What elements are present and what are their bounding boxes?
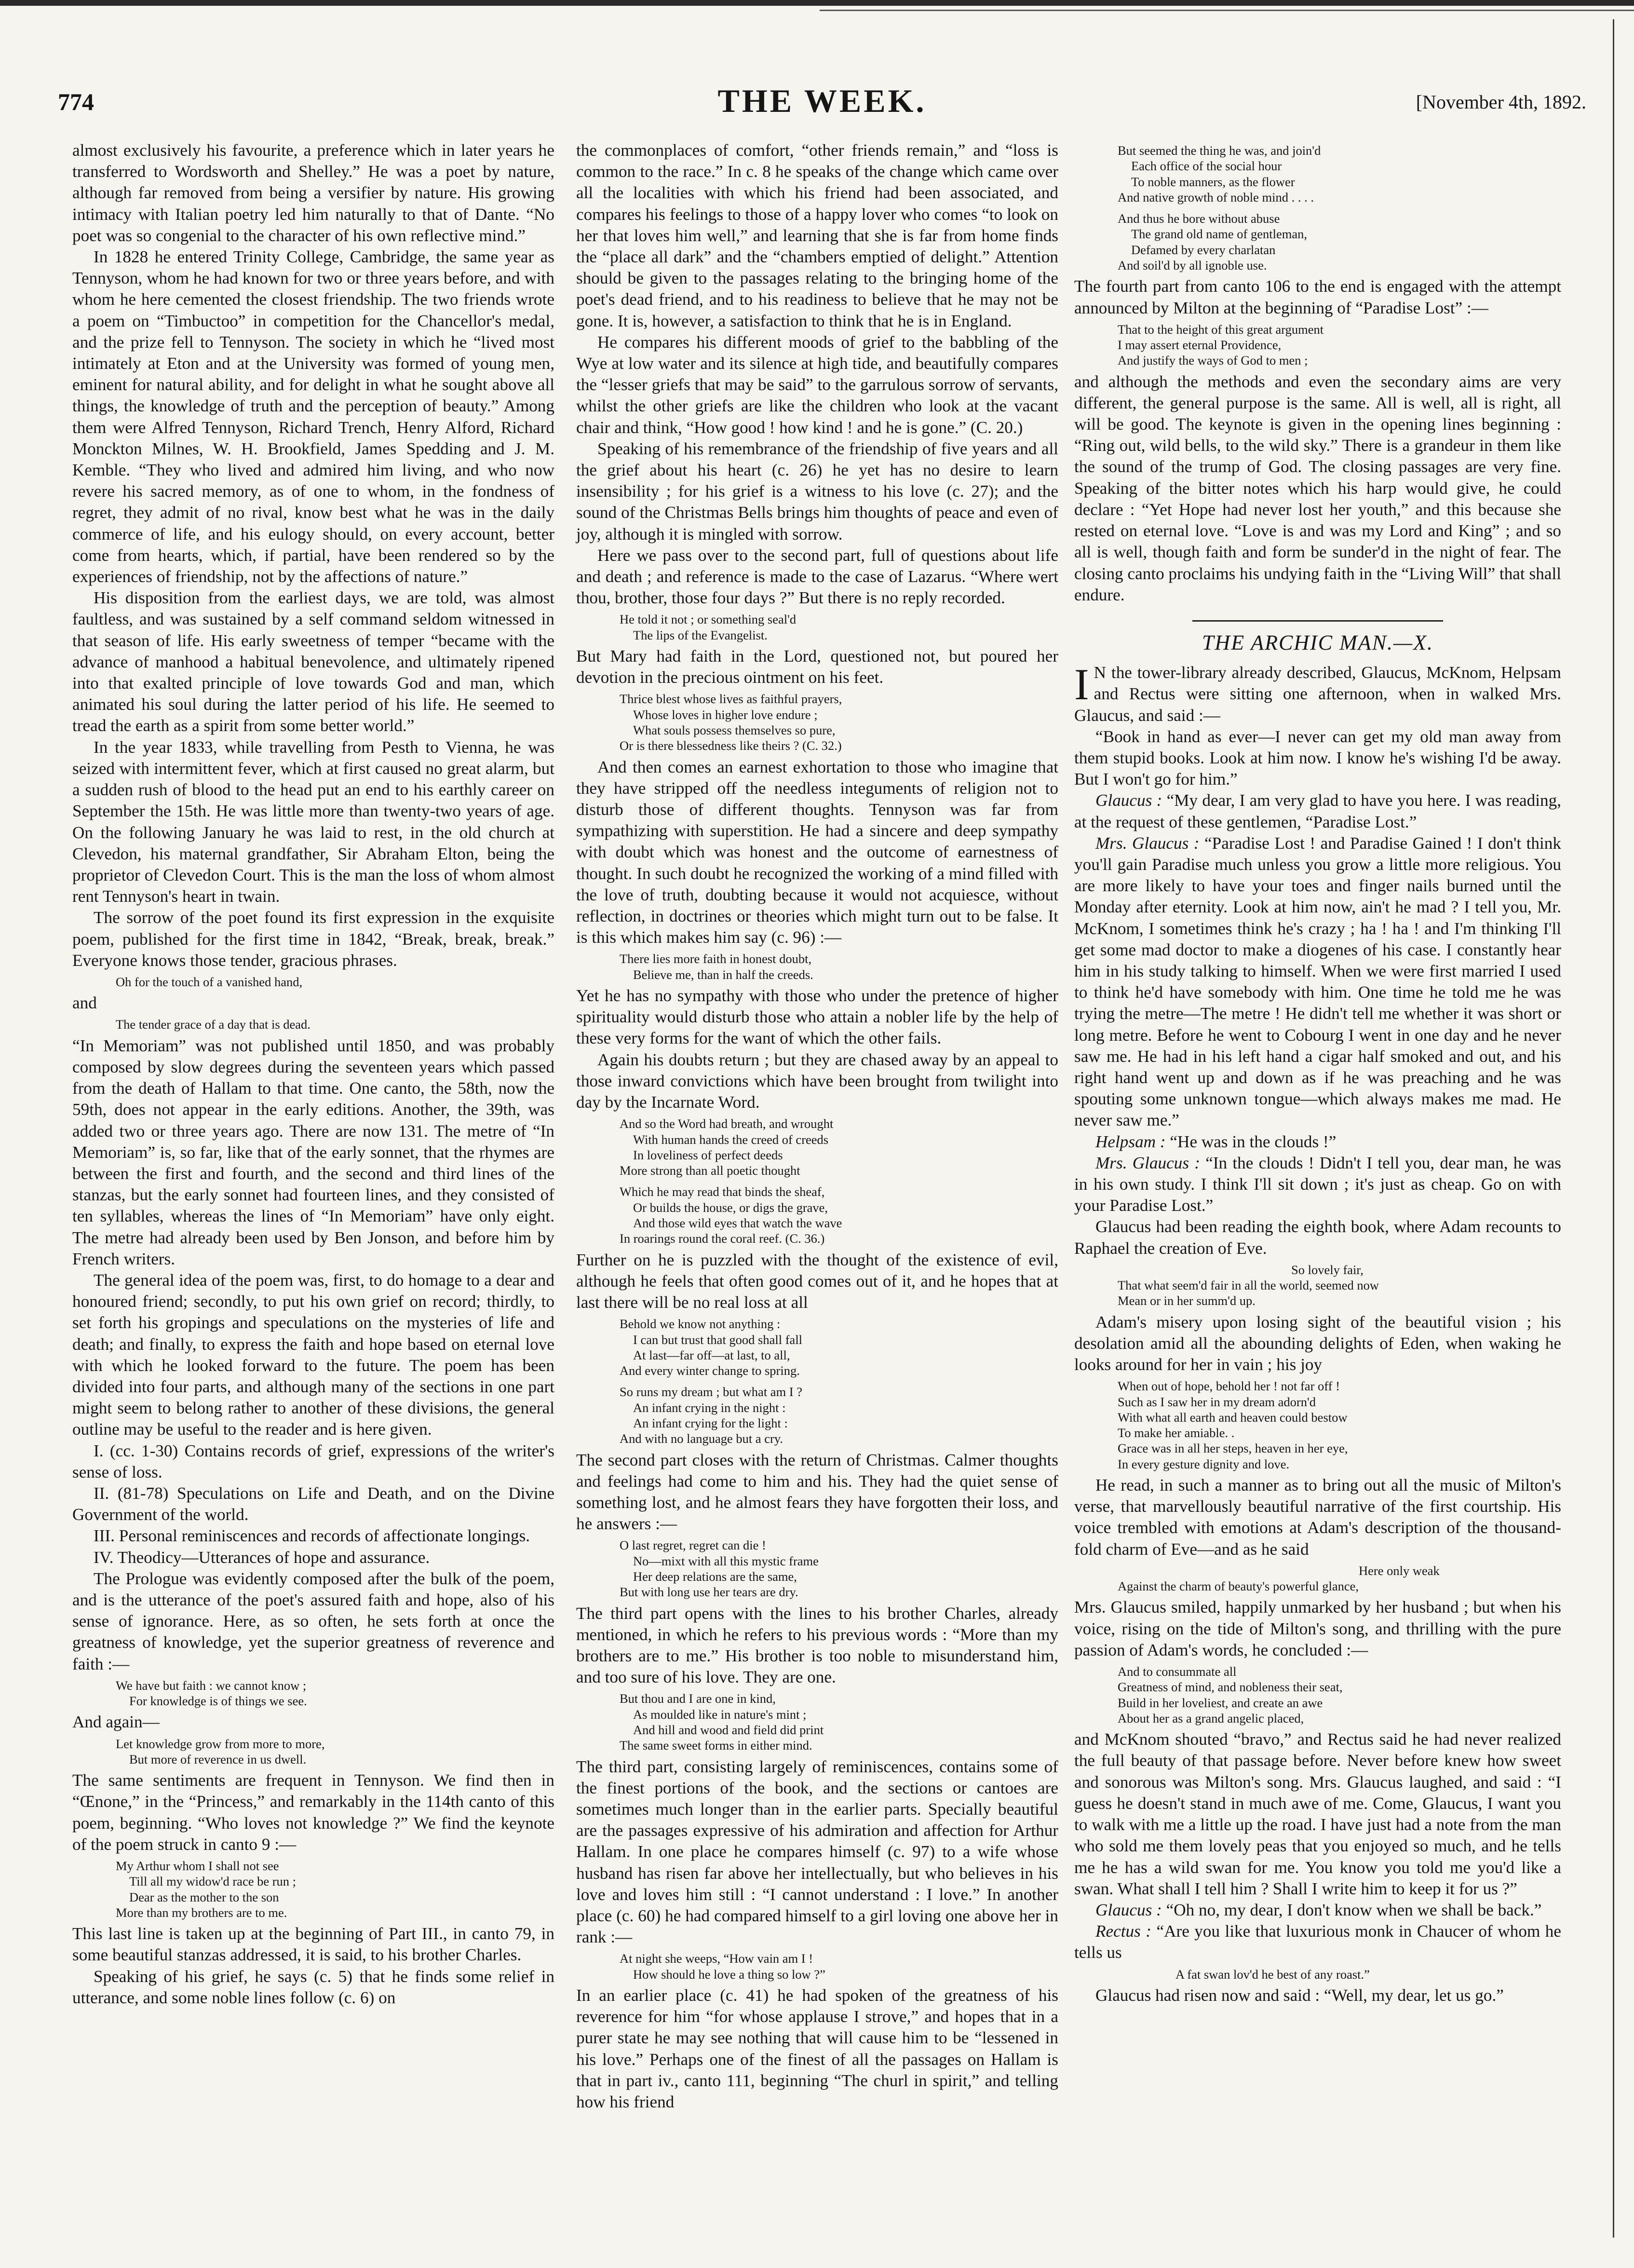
paragraph: The third part opens with the lines to his brother Charles, already mentioned, in which he refers to his previous words : “More than my brothers are to me.” His brother is too noble to misunderstand him, and too sure of his love. They are one. (576, 1603, 1058, 1687)
masthead (58, 82, 1586, 125)
paragraph: His disposition from the earliest days, we are told, was almost faultless, and was sustained by a self command seldom witnessed in that season of life. His early sweetness of temper “became with the advance of manhood a habitual benevolence, and ultimately ripened into that exalted principle of love towards God and man, which animated his soul during the latter period of his life. He seemed to tread the earth as a spirit from some better world.” (72, 588, 554, 735)
verse-line: What souls possess themselves so pure, (633, 723, 836, 738)
paragraph: The Prologue was evidently composed after the bulk of the poem, and is the utterance of the poet's assured faith and hope, also of his sense of ignorance. Here, as so often, he sets forth at once the greatness of knowledge, yet the superior greatness of reverence and faith :— (72, 1569, 554, 1673)
verse-line: Grace was in all her steps, heaven in her eye, (1118, 1441, 1348, 1456)
paragraph: He compares his different moods of grief to the babbling of the Wye at low water and its silence at high tide, and beautifully compares the “lesser griefs that may be said” to the garrulous sorrow of servants, whilst the other griefs are like the children who look at the vacant chair and think, “How good ! how kind ! and he is gone.” (C. 20.) (576, 332, 1058, 437)
paragraph: And again— (72, 1712, 160, 1732)
top-rule (0, 0, 1634, 6)
verse-line: Her deep relations are the same, (633, 1569, 797, 1584)
paragraph: “Book in hand as ever—I never can get my old man away from them stupid books. Look at him now. I know he's wishing I'd be away. But I won't go for him.” (1074, 727, 1561, 789)
verse-line: That to the height of this great argument (1118, 322, 1324, 337)
paragraph: Yet he has no sympathy with those who under the pretence of higher spirituality would disturb those who attain a nobler life by the help of these very forms for the want of which the other fails. (576, 986, 1058, 1048)
paragraph: Further on he is puzzled with the thought of the existence of evil, although he feels that often good comes out of it, and he hopes that at last there will be no real loss at all (576, 1250, 1058, 1312)
verse-line: Each office of the social hour (1131, 159, 1282, 174)
verse-line: With human hands the creed of creeds (633, 1132, 829, 1147)
verse-line: An infant crying in the night : (633, 1400, 786, 1415)
verse-line: And soil'd by all ignoble use. (1118, 258, 1267, 273)
verse-line: The same sweet forms in either mind. (620, 1738, 812, 1753)
speaker-label: Helpsam : (1095, 1132, 1166, 1151)
drop-cap: I (1074, 660, 1089, 709)
verse-quote (1118, 1664, 1561, 1726)
verse-quote (116, 1017, 554, 1032)
paragraph: Adam's misery upon losing sight of the beautiful vision ; his desolation amid all the abounding delights of Eden, when waking he looks around for her in vain ; his joy (1074, 1312, 1561, 1374)
paragraph (1074, 1131, 1561, 1153)
verse-line: Defamed by every charlatan (1131, 242, 1276, 257)
verse-line: An infant crying for the light : (633, 1416, 788, 1431)
verse-line: I may assert eternal Providence, (1118, 338, 1282, 353)
paragraph-text: “Paradise Lost ! and Paradise Gained ! I don't think you'll gain Paradise much unless you grow a little more religious. You are more likely to have your toes and finger nails burned until the Monday after eternity. Look at him now, ain't he mad ? I tell you, Mr. McKnom, I sometimes think he's crazy ; ha ! ha ! and I'm thinking I'll get some mad doctor to make a diogenes of his case. I constantly hear him in his study talking to himself. When we were first married I used to think he'd have somebody with him. One time he told me he was trying the metre—The metre ! He didn't tell me whether it was short or long metre. Before he went to Cobourg I went in one day and he never saw me. He had in his left hand a cigar half smoked and out, and his right hand went up and down as if he was preaching and he was spouting some unknown tongue—which always makes me mad. He never saw me.” (1074, 833, 1561, 1130)
verse-line: Or is there blessedness like theirs ? (C. 32.) (620, 738, 842, 753)
paragraph (1074, 1153, 1561, 1217)
verse-line: When out of hope, behold her ! not far off ! (1118, 1379, 1340, 1394)
paragraph: and McKnom shouted “bravo,” and Rectus said he had never realized the full beauty of that passage before. Never before knew how sweet and sonorous was Milton's song. Mrs. Glaucus laughed, and said : “I guess he doesn't stand in much awe of me. Come, Glaucus, I want you to walk with me a little up the road. I have just had a note from the man who sold me them lovely peas that you enjoyed so much, and he tells me he has a wild swan for me. You know you told me you'd like a swan. What shall I tell him ? Shall I write him to keep it for us ?” (1074, 1730, 1561, 1898)
paragraph: the commonplaces of comfort, “other friends remain,” and “loss is common to the race.” In c. 8 he speaks of the change which came over all the localities with which his friend had been associated, and compares his feelings to those of a happy lover who comes “to look on her that loves him well,” and learning that she is far from home finds the “place all dark” and the “chambers emptied of delight.” Attention should be given to the passages relating to the bringing home of the poet's dead friend, and to his readiness to believe that he may not be gone. It is, however, a satisfaction to think that he is in England. (576, 141, 1058, 330)
verse-line: In every gesture dignity and love. (1118, 1456, 1290, 1471)
verse-line: And justify the ways of God to men ; (1118, 353, 1308, 368)
page-number: 774 (58, 88, 94, 115)
verse-line: To make her amiable. . (1118, 1426, 1235, 1440)
verse-line: No—mixt with all this mystic frame (633, 1553, 819, 1568)
speaker-label: Glaucus : (1095, 1900, 1162, 1919)
verse-line: And with no language but a cry. (620, 1431, 783, 1446)
paragraph: and (72, 993, 97, 1013)
verse-quote (116, 1678, 554, 1709)
verse-line: About her as a grand angelic placed, (1118, 1711, 1304, 1725)
paragraph: In 1828 he entered Trinity College, Cambridge, the same year as Tennyson, whom he had known for two or three years before, and with whom he here cemented the closest friendship. The two friends wrote a poem on “Timbuctoo” in competition for the Chancellor's medal, and the prize fell to Tennyson. The society in which he “lived most intimately at Eton and at the University was formed of young men, eminent for natural ability, and for delight in what he sought above all things, the knowledge of truth and the perception of beauty.” Among them were Alfred Tennyson, Richard Trench, Henry Alford, Richard Monckton Milnes, W. H. Brookfield, James Spedding and J. M. Kemble. “They who lived and admired him living, and who now revere his sacred memory, as of one to whom, in the fondness of regret, they admit of no rival, know best what he was in the daily commerce of life, and his eulogy should, on every account, better come from hearts, which, if partial, have been rendered so by the experiences of friendship, not by the affections of nature.” (72, 247, 554, 586)
verse-quote (1118, 1262, 1561, 1309)
verse-line: In loveliness of perfect deeds (633, 1147, 783, 1162)
verse-line: Oh for the touch of a vanished hand, (116, 974, 303, 989)
verse-quote (1118, 322, 1561, 368)
verse-line: We have but faith : we cannot know ; (116, 1678, 307, 1693)
verse-quote (620, 611, 1058, 643)
section-divider (1192, 620, 1443, 622)
verse-line: Here only weak (1359, 1563, 1440, 1578)
paragraph (1074, 662, 1561, 726)
verse-line: Believe me, than in half the creeds. (633, 967, 813, 982)
verse-line: Which he may read that binds the sheaf, (620, 1184, 825, 1199)
verse-line: And to consummate all (1118, 1664, 1237, 1679)
verse-quote (620, 1537, 1058, 1600)
verse-line: As moulded like in nature's mint ; (633, 1707, 807, 1722)
paragraph: The fourth part from canto 106 to the end is engaged with the attempt announced by Milton at the beginning of “Paradise Lost” :— (1074, 277, 1561, 317)
verse-line: But more of reverence in us dwell. (129, 1752, 307, 1766)
verse-quote (116, 1736, 554, 1767)
paragraph: The third part, consisting largely of reminiscences, contains some of the finest portions of the book, and the sections or cantoes are sometimes much longer than in the earlier parts. Specially beautiful are the passages expressive of his admiration and affection for Arthur Hallam. In one place he compares himself (c. 97) to a wife whose husband has risen far above her intellectually, but who believes in his love and loves him still : “I cannot understand : I love.” In another place (c. 60) he had compared himself to a girl loving one above her in rank :— (576, 1757, 1058, 1947)
paragraph: This last line is taken up at the beginning of Part III., in canto 79, in some beautiful stanzas addressed, it is said, to his brother Charles. (72, 1924, 554, 1965)
verse-line: Thrice blest whose lives as faithful prayers, (620, 692, 842, 706)
paragraph: Again his doubts return ; but they are chased away by an appeal to those inward convictions which have been brought from twilight into day by the Incarnate Word. (576, 1050, 1058, 1112)
paragraph (1074, 790, 1561, 832)
verse-line: He told it not ; or something seal'd (620, 612, 797, 627)
outline-item: II. (81-78) Speculations on Life and Death, and on the Divine Government of the world. (72, 1483, 554, 1524)
verse-line: Or builds the house, or digs the grave, (633, 1200, 828, 1215)
verse-line: So lovely fair, (1291, 1262, 1364, 1277)
paragraph: The sorrow of the poet found its first expression in the exquisite poem, published for the first time in 1842, “Break, break, break.” Everyone knows those tender, gracious phrases. (72, 908, 554, 970)
verse-quote (620, 1116, 1058, 1246)
speaker-label: Glaucus : (1095, 791, 1162, 810)
paragraph-text: “My dear, I am very glad to have you here. I was reading, at the request of these gentlemen, “Paradise Lost.” (1074, 791, 1561, 831)
speaker-label: Rectus : (1095, 1922, 1151, 1941)
paragraph (1074, 833, 1561, 1131)
verse-line: My Arthur whom I shall not see (116, 1859, 279, 1874)
column-2 (576, 140, 1058, 2113)
verse-line: The tender grace of a day that is dead. (116, 1017, 311, 1032)
paragraph (1074, 1921, 1561, 1963)
verse-line: With what all earth and heaven could bestow (1118, 1410, 1348, 1425)
verse-line: How should he love a thing so low ?” (633, 1967, 825, 1982)
paragraph-text: “In the clouds ! Didn't I tell you, dear man, he was in his own study. I think I'll sit down ; it's just as cheap. Go on with your Paradise Lost.” (1074, 1153, 1561, 1215)
paragraph: and although the methods and even the secondary aims are very different, the general purpose is the same. All is well, all is right, all will be good. The keynote is given in the opening lines beginning : “Ring out, wild bells, to the wild sky.” There is a grandeur in them like the sound of the trump of God. The closing passages are very fine. Speaking of the bitter notes which his harp would give, he could declare : “Yet Hope had never lost her youth,” and this because she rested on eternal love. “Love is and was my Lord and King” ; and so all is well, though faith and form be sunder'd in the night of fear. The closing canto proclaims his undying faith in the “Living Will” that shall endure. (1074, 372, 1561, 604)
paragraph: In an earlier place (c. 41) he had spoken of the greatness of his reverence for him “for whose applause I strove,” and hopes that in a purer state he may see nothing that will cause him to be “lessened in his love.” Perhaps one of the finest of all the passages on Hallam is that in part iv., canto 111, beginning “The churl in spirit,” and telling how his friend (576, 1986, 1058, 2112)
verse-line: O last regret, regret can die ! (620, 1538, 766, 1553)
verse-line: More than my brothers are to me. (116, 1905, 287, 1920)
paragraph: But Mary had faith in the Lord, questioned not, but poured her devotion in the precious ointment on his feet. (576, 647, 1058, 687)
paragraph: In the year 1833, while travelling from Pesth to Vienna, he was seized with intermittent fever, which at first caused no great alarm, but a sudden rush of blood to the head put an end to his earthly career on September the 15th. He was little more than twenty-two years of age. On the following January he was laid to rest, in the old church at Clevedon, his maternal grandfather, Sir Abraham Elton, being the proprietor of Clevedon Court. This is the man the loss of whom almost rent Tennyson's heart in twain. (72, 737, 554, 906)
verse-line: Build in her loveliest, and create an awe (1118, 1695, 1323, 1710)
column-1 (72, 140, 554, 2009)
verse-line: Let knowledge grow from more to more, (116, 1736, 325, 1751)
right-margin-line (1613, 19, 1614, 2238)
verse-quote (116, 974, 554, 990)
top-rule-secondary (820, 10, 1634, 11)
paragraph: The same sentiments are frequent in Tennyson. We find then in “Œnone,” in the “Princess,” and remarkably in the 114th canto of this poem, beginning. “Who loves not knowledge ?” We find the keynote of the poem struck in canto 9 :— (72, 1771, 554, 1854)
issue-date: [November 4th, 1892. (1416, 91, 1586, 113)
verse-line: There lies more faith in honest doubt, (620, 951, 812, 966)
verse-quote (620, 1691, 1058, 1753)
verse-quote (1118, 1563, 1561, 1594)
verse-line: More strong than all poetic thought (620, 1163, 800, 1178)
paragraph-text: N the tower-library already described, Glaucus, McKnom, Helpsam and Rectus were sitting one afternoon, when in walked Mrs. Glaucus, and said :— (1074, 663, 1561, 725)
paragraph-text: “He was in the clouds !” (1165, 1132, 1337, 1151)
newspaper-title: THE WEEK. (717, 82, 927, 119)
verse-line: To noble manners, as the flower (1131, 174, 1295, 189)
outline-item: III. Personal reminiscences and records of affectionate longings. (94, 1526, 530, 1546)
verse-line: For knowledge is of things we see. (129, 1694, 307, 1709)
verse-line: But with long use her tears are dry. (620, 1585, 798, 1600)
verse-line: And thus he bore without abuse (1118, 211, 1280, 226)
paragraph: The general idea of the poem was, first, to do homage to a dear and honoured friend; secondly, to put his own grief on record; thirdly, to set forth his gropings and speculations on the mysteries of life and death; and finally, to express the faith and hope based on eternal love with which he looked forward to the future. The poem has been divided into four parts, and although many of the sections in one part might seem to belong rather to another of these divisions, the general outline may be useful to the reader and is here given. (72, 1270, 554, 1439)
verse-line: Such as I saw her in my dream adorn'd (1118, 1394, 1316, 1409)
paragraph: Speaking of his remembrance of the friendship of five years and all the grief about his heart (c. 26) he yet has no desire to learn insensibility ; for his grief is a witness to his love (c. 27); and the sound of the Christmas Bells brings him thoughts of peace and even of joy, although it is mingled with sorrow. (576, 439, 1058, 543)
verse-line: Against the charm of beauty's powerful glance, (1118, 1579, 1359, 1594)
verse-quote (1118, 1378, 1561, 1472)
paragraph-text: “Are you like that luxurious monk in Chaucer of whom he tells us (1074, 1922, 1561, 1962)
paragraph: almost exclusively his favourite, a preference which in later years he transferred to Wordsworth and Shelley.” He was a poet by nature, although far removed from being a versifier by nature. His growing intimacy with Italian poetry led him naturally to that of Dante. “No poet was so congenial to the character of his own reflective mind.” (72, 141, 554, 245)
verse-quote (620, 951, 1058, 982)
paragraph: Speaking of his grief, he says (c. 5) that he finds some relief in utterance, and some noble lines follow (c. 6) on (72, 1967, 554, 2007)
column-3 (1074, 140, 1561, 2006)
verse-line: And native growth of noble mind . . . . (1118, 190, 1314, 204)
speaker-label: Mrs. Glaucus : (1095, 833, 1200, 853)
verse-line: But thou and I are one in kind, (620, 1691, 776, 1706)
verse-line: Whose loves in higher love endure ; (633, 707, 818, 722)
verse-quote (620, 1316, 1058, 1446)
verse-line: And those wild eyes that watch the wave (633, 1216, 842, 1231)
verse-line: Mean or in her summ'd up. (1118, 1293, 1256, 1308)
verse-quote (620, 1951, 1058, 1982)
verse-line: That what seem'd fair in all the world, seemed now (1118, 1278, 1379, 1293)
verse-line: The grand old name of gentleman, (1131, 227, 1307, 242)
verse-line: Dear as the mother to the son (129, 1889, 279, 1904)
article-heading: THE ARCHIC MAN.—X. (1202, 630, 1434, 654)
outline-item: IV. Theodicy—Utterances of hope and assurance. (94, 1548, 430, 1567)
speaker-label: Mrs. Glaucus : (1095, 1153, 1200, 1172)
paragraph: And then comes an earnest exhortation to those who imagine that they have stripped off the needless integuments of religion not to disturb those of different thoughts. Tennyson was far from sympathizing with superstition. He had a sincere and deep sympathy with doubt which was honest and the outcome of earnestness of thought. In such doubt he recognized the working of a mind filled with the love of truth, doubting because it would not acquiesce, without reflection, in doctrines or theories which might turn out to be false. It is this which makes him say (c. 96) :— (576, 757, 1058, 947)
paragraph: He read, in such a manner as to bring out all the music of Milton's verse, that marvellously beautiful narrative of the first courtship. His voice trembled with emotions at Adam's description of the thousand-fold charm of Eve—and as he said (1074, 1476, 1561, 1559)
paragraph: Here we pass over to the second part, full of questions about life and death ; and reference is made to the case of Lazarus. “Where wert thou, brother, those four days ?” But there is no reply recorded. (576, 545, 1058, 608)
verse-line: So runs my dream ; but what am I ? (620, 1385, 803, 1399)
verse-line: I can but trust that good shall fall (633, 1332, 803, 1347)
verse-quote (1118, 1967, 1561, 1982)
verse-line: In roarings round the coral reef. (C. 36.) (620, 1231, 825, 1246)
verse-line: But seemed the thing he was, and join'd (1118, 143, 1321, 158)
verse-line: At night she weeps, “How vain am I ! (620, 1951, 813, 1966)
verse-line: And so the Word had breath, and wrought (620, 1116, 834, 1131)
outline-item: I. (cc. 1-30) Contains records of grief, expressions of the writer's sense of loss. (72, 1441, 554, 1481)
paragraph: Glaucus had been reading the eighth book, where Adam recounts to Raphael the creation of Eve. (1074, 1217, 1561, 1258)
paragraph: “In Memoriam” was not published until 1850, and was probably composed by slow degrees during the seventeen years which passed from the death of Hallam to that time. One canto, the 58th, now the 59th, does not appear in the early editions. Another, the 39th, was added two or three years ago. There are now 131. The metre of “In Memoriam” is, so far, like that of the early sonnet, that the rhymes are between the first and fourth, and the second and third lines of the stanzas, but the early sonnet had fourteen lines, and they consisted of ten syllables, whereas the lines of “In Memoriam” have only eight. The metre had already been used by Ben Jonson, and before him by French writers. (72, 1036, 554, 1268)
paragraph-text: “Oh no, my dear, I don't know when we shall be back.” (1161, 1900, 1542, 1919)
paragraph: Mrs. Glaucus smiled, happily unmarked by her husband ; but when his voice, rising on the tide of Milton's song, and thrilling with the pure passion of Adam's words, he concluded :— (1074, 1598, 1561, 1659)
verse-line: The lips of the Evangelist. (633, 627, 768, 642)
paragraph: The second part closes with the return of Christmas. Calmer thoughts and feelings had come to him and his. They had the quiet sense of something lost, and he almost fears they have forgotten their loss, and he answers :— (576, 1450, 1058, 1534)
verse-line: And every winter change to spring. (620, 1363, 800, 1378)
verse-quote (1118, 143, 1561, 273)
paragraph: Glaucus had risen now and said : “Well, my dear, let us go.” (1095, 1985, 1504, 2005)
verse-line: A fat swan lov'd he best of any roast.” (1175, 1967, 1370, 1982)
verse-line: At last—far off—at last, to all, (633, 1347, 790, 1362)
verse-line: And hill and wood and field did print (633, 1723, 824, 1738)
verse-quote (620, 691, 1058, 753)
paragraph (1074, 1900, 1561, 1921)
verse-quote (116, 1858, 554, 1920)
verse-line: Till all my widow'd race be run ; (129, 1874, 297, 1889)
verse-line: Greatness of mind, and nobleness their seat, (1118, 1680, 1343, 1695)
verse-line: Behold we know not anything : (620, 1317, 781, 1331)
